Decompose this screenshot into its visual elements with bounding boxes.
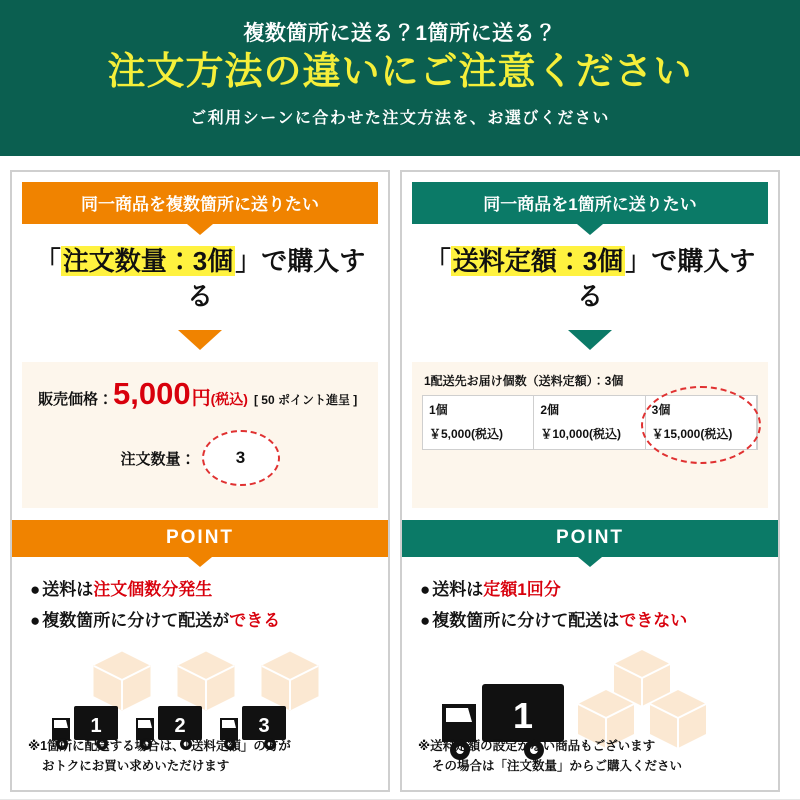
left-bullet-2-before: 複数箇所に分けて配送が: [42, 610, 230, 630]
left-price-panel: [22, 362, 378, 508]
right-headline-highlight: 送料定額：3個: [452, 246, 624, 276]
right-headline: [412, 240, 768, 316]
bullet-dot-icon: ●: [30, 580, 41, 600]
list-item: [420, 608, 778, 634]
column-multi-destination: [10, 170, 390, 792]
left-price-point: [ 50 ポイント進呈 ]: [253, 393, 358, 408]
price-table-qty: 3個: [651, 403, 671, 418]
right-arrow-down-icon: [568, 330, 612, 350]
list-item: [420, 577, 778, 603]
left-headline-highlight: 注文数量：3個: [62, 246, 234, 276]
left-price-value: 5,000: [113, 376, 191, 412]
comparison-columns: [0, 156, 800, 800]
table-row-selected[interactable]: [646, 396, 757, 449]
right-bullet-1-accent: 定額1回分: [483, 580, 561, 600]
right-bullet-1-before: 送料は: [432, 580, 484, 600]
list-item: [30, 608, 388, 634]
right-note-line2: その場合は「注文数量」からご購入ください: [432, 759, 683, 773]
header-subtitle: 複数箇所に送る？1箇所に送る？: [243, 22, 557, 45]
column-single-destination: [400, 170, 780, 792]
left-note: [12, 736, 388, 776]
left-quantity-label: 注文数量：: [120, 450, 196, 468]
price-table: [422, 395, 758, 450]
right-headline-pre: 「: [424, 246, 451, 276]
left-price-currency: 円: [191, 388, 211, 410]
table-row[interactable]: [534, 396, 645, 449]
svg-text:3: 3: [258, 714, 270, 737]
left-note-line2: おトクにお買い求めいただけます: [42, 759, 230, 773]
price-table-qty: 1個: [429, 403, 448, 418]
header-caption: ご利用シーンに合わせた注文方法を、お選びください: [190, 109, 610, 127]
left-headline: [22, 240, 378, 316]
left-bullet-1-accent: 注文個数分発生: [93, 580, 213, 600]
quantity-input[interactable]: 3: [202, 430, 280, 486]
right-bullet-2-accent: できない: [619, 610, 688, 630]
price-table-price: ￥10,000(税込): [540, 427, 622, 442]
left-note-line1: ※1箇所に配送する場合は、「送料定額」の方が: [28, 739, 291, 753]
right-bullet-list: [420, 577, 778, 638]
left-price-label: 販売価格：: [38, 391, 114, 409]
bullet-dot-icon: ●: [420, 610, 431, 630]
svg-text:1: 1: [90, 714, 102, 737]
right-note: [402, 736, 778, 776]
left-bullet-list: [30, 577, 388, 638]
left-ribbon-heading: 同一商品を複数箇所に送りたい: [22, 182, 378, 224]
page-title: 注文方法の違いにご注意ください: [107, 51, 693, 94]
bullet-dot-icon: ●: [420, 580, 431, 600]
left-headline-post: 」で購入する: [186, 246, 366, 312]
right-point-band: POINT: [402, 520, 778, 557]
left-bullet-2-accent: できる: [229, 610, 281, 630]
right-bullet-2-before: 複数箇所に分けて配送は: [432, 610, 620, 630]
price-table-price: ￥5,000(税込): [429, 427, 504, 442]
page-header: [0, 0, 800, 156]
price-table-price: ￥15,000(税込): [651, 427, 733, 442]
svg-text:1: 1: [512, 694, 534, 736]
right-headline-post: 」で購入する: [576, 246, 756, 312]
price-table-qty: 2個: [540, 403, 560, 418]
left-price-row: [32, 376, 368, 412]
left-arrow-down-icon: [178, 330, 222, 350]
right-note-line1: ※送料定額の設定がない商品もございます: [418, 739, 656, 753]
left-bullet-1-before: 送料は: [42, 580, 94, 600]
left-point-band: POINT: [12, 520, 388, 557]
left-price-tax: (税込): [210, 391, 248, 408]
table-row[interactable]: [423, 396, 534, 449]
right-price-panel: [412, 362, 768, 508]
left-headline-pre: 「: [34, 246, 61, 276]
left-quantity-row: [32, 430, 368, 486]
bullet-dot-icon: ●: [30, 610, 41, 630]
right-table-title: 1配送先お届け個数（送料定額）：3個: [424, 374, 624, 389]
list-item: [30, 577, 388, 603]
svg-text:2: 2: [174, 714, 186, 737]
right-ribbon-heading: 同一商品を1箇所に送りたい: [412, 182, 768, 224]
